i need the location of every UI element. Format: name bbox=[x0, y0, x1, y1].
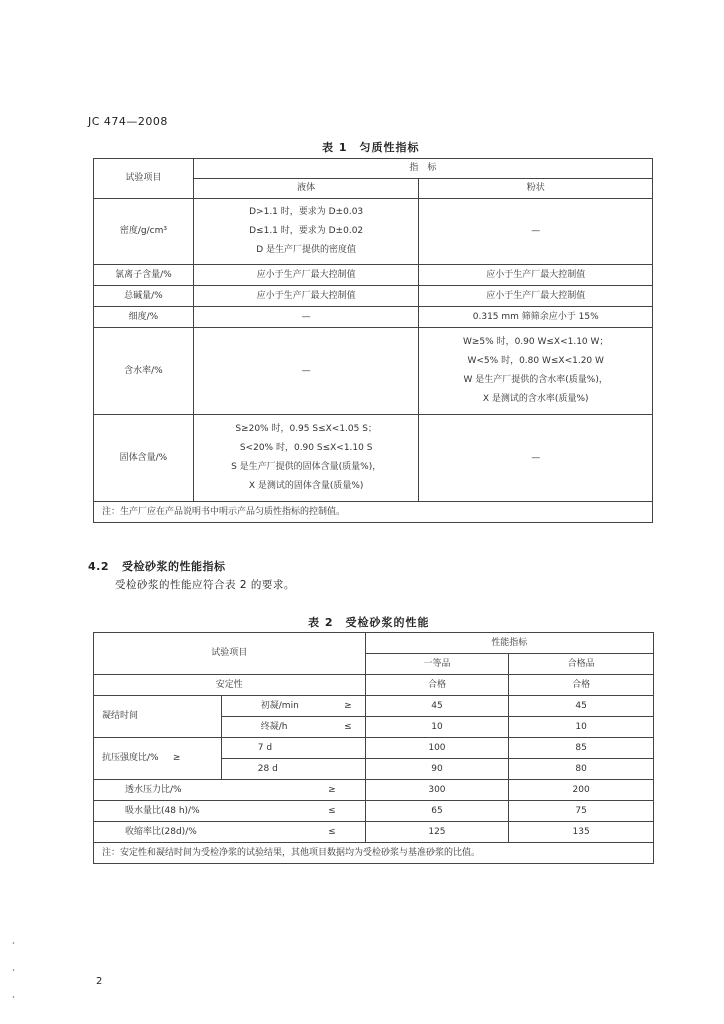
row-liquid bbox=[193, 415, 419, 502]
table2-col-pass: 合格品 bbox=[509, 654, 654, 675]
speck bbox=[13, 942, 15, 944]
row-pass: 75 bbox=[509, 801, 654, 822]
row-item bbox=[94, 801, 366, 822]
row-item bbox=[94, 738, 222, 780]
row-item-label: 抗压强度比/% bbox=[102, 753, 159, 763]
row-item: 固体含量/% bbox=[94, 415, 194, 502]
row-powder: 应小于生产厂最大控制值 bbox=[419, 286, 653, 307]
row-item: 总碱量/% bbox=[94, 286, 194, 307]
cell-line: S 是生产厂提供的固体含量(质量%)， bbox=[231, 462, 382, 472]
row-first: 100 bbox=[365, 738, 509, 759]
operator: ≥ bbox=[328, 784, 336, 795]
row-item-label: 透水压力比/% bbox=[125, 784, 182, 795]
row-item bbox=[94, 822, 366, 843]
mortar-performance-table bbox=[93, 632, 654, 864]
row-powder: — bbox=[419, 415, 653, 502]
page-number: 2 bbox=[96, 976, 103, 987]
standard-code: JC 474—2008 bbox=[88, 115, 168, 128]
sub-label: 终凝/h bbox=[260, 721, 288, 732]
section-number: 4.2 bbox=[88, 560, 109, 573]
table2-col-index: 性能指标 bbox=[365, 633, 653, 654]
table2-caption: 表 2 受检砂浆的性能 bbox=[308, 616, 430, 629]
operator: ≥ bbox=[172, 753, 181, 763]
row-liquid: — bbox=[193, 328, 419, 415]
table1-note: 注：生产厂应在产品说明书中明示产品匀质性指标的控制值。 bbox=[94, 502, 653, 523]
row-first: 10 bbox=[365, 717, 509, 738]
row-sub: 7 d bbox=[221, 738, 365, 759]
cell-line: S<20% 时，0.90 S≤X<1.10 S bbox=[239, 443, 373, 453]
row-first: 45 bbox=[365, 696, 509, 717]
row-item bbox=[94, 780, 366, 801]
row-liquid: 应小于生产厂最大控制值 bbox=[193, 286, 419, 307]
cell-line: S≥20% 时，0.95 S≤X<1.05 S； bbox=[235, 424, 377, 434]
operator: ≤ bbox=[328, 826, 336, 837]
row-pass: 80 bbox=[509, 759, 654, 780]
cell-line: D 是生产厂提供的密度值 bbox=[256, 245, 357, 255]
row-pass: 45 bbox=[509, 696, 654, 717]
table1-col-item: 试验项目 bbox=[94, 159, 194, 199]
scan-specks bbox=[12, 940, 15, 1000]
cell-line: W 是生产厂提供的含水率(质量%)， bbox=[463, 375, 608, 385]
cell-line: W<5% 时，0.80 W≤X<1.20 W bbox=[467, 356, 604, 366]
cell-line: W≥5% 时，0.90 W≤X<1.10 W； bbox=[462, 337, 609, 347]
table-row bbox=[94, 415, 653, 502]
table-row bbox=[94, 265, 653, 286]
section-paragraph: 受检砂浆的性能应符合表 2 的要求。 bbox=[115, 579, 295, 591]
table2-col-first: 一等品 bbox=[365, 654, 509, 675]
table-row bbox=[94, 328, 653, 415]
operator: ≤ bbox=[344, 721, 352, 732]
row-powder: 应小于生产厂最大控制值 bbox=[419, 265, 653, 286]
row-liquid: — bbox=[193, 307, 419, 328]
row-first: 300 bbox=[365, 780, 509, 801]
row-pass: 85 bbox=[509, 738, 654, 759]
sub-label: 初凝/min bbox=[260, 700, 299, 711]
table1-col-index: 指 标 bbox=[193, 159, 652, 179]
row-sub bbox=[221, 717, 365, 738]
table-row bbox=[94, 199, 653, 265]
row-pass: 合格 bbox=[509, 675, 654, 696]
row-powder: 0.315 mm 筛筛余应小于 15% bbox=[419, 307, 653, 328]
table-row bbox=[94, 696, 654, 717]
row-item: 含水率/% bbox=[94, 328, 194, 415]
row-sub bbox=[221, 696, 365, 717]
row-powder bbox=[419, 328, 653, 415]
table-row bbox=[94, 286, 653, 307]
table-row bbox=[94, 307, 653, 328]
cell-line: D≤1.1 时，要求为 D±0.02 bbox=[249, 226, 364, 236]
table2-note: 注：安定性和凝结时间为受检净浆的试验结果，其他项目数据均为受检砂浆与基准砂浆的比值。 bbox=[94, 843, 654, 864]
row-item: 安定性 bbox=[94, 675, 366, 696]
row-first: 合格 bbox=[365, 675, 509, 696]
section-heading bbox=[88, 558, 226, 574]
speck bbox=[13, 996, 15, 998]
operator: ≤ bbox=[328, 805, 336, 816]
cell-line: X 是测试的固体含量(质量%) bbox=[248, 481, 364, 491]
speck bbox=[13, 969, 15, 971]
row-first: 65 bbox=[365, 801, 509, 822]
row-item: 氯离子含量/% bbox=[94, 265, 194, 286]
cell-line: D>1.1 时，要求为 D±0.03 bbox=[249, 207, 364, 217]
table-row bbox=[94, 801, 654, 822]
operator: ≥ bbox=[344, 700, 352, 711]
row-liquid bbox=[193, 199, 419, 265]
row-pass: 10 bbox=[509, 717, 654, 738]
row-item: 细度/% bbox=[94, 307, 194, 328]
row-sub: 28 d bbox=[221, 759, 365, 780]
row-item: 密度/g/cm³ bbox=[94, 199, 194, 265]
table-row bbox=[94, 738, 654, 759]
row-pass: 135 bbox=[509, 822, 654, 843]
row-first: 125 bbox=[365, 822, 509, 843]
row-liquid: 应小于生产厂最大控制值 bbox=[193, 265, 419, 286]
table-row bbox=[94, 822, 654, 843]
section-title: 受检砂浆的性能指标 bbox=[122, 560, 226, 573]
row-first: 90 bbox=[365, 759, 509, 780]
cell-line: X 是测试的含水率(质量%) bbox=[482, 394, 589, 404]
table1-col-liquid: 液体 bbox=[193, 179, 419, 199]
row-item: 凝结时间 bbox=[94, 696, 222, 738]
table1-col-powder: 粉状 bbox=[419, 179, 653, 199]
row-item-label: 收缩率比(28d)/% bbox=[125, 826, 197, 837]
table-row bbox=[94, 780, 654, 801]
row-pass: 200 bbox=[509, 780, 654, 801]
table1-caption: 表 1 匀质性指标 bbox=[322, 141, 420, 154]
table-row bbox=[94, 675, 654, 696]
table2-col-item: 试验项目 bbox=[94, 633, 366, 675]
homogeneity-table bbox=[93, 158, 653, 523]
row-item-label: 吸水量比(48 h)/% bbox=[125, 805, 200, 816]
row-powder: — bbox=[419, 199, 653, 265]
